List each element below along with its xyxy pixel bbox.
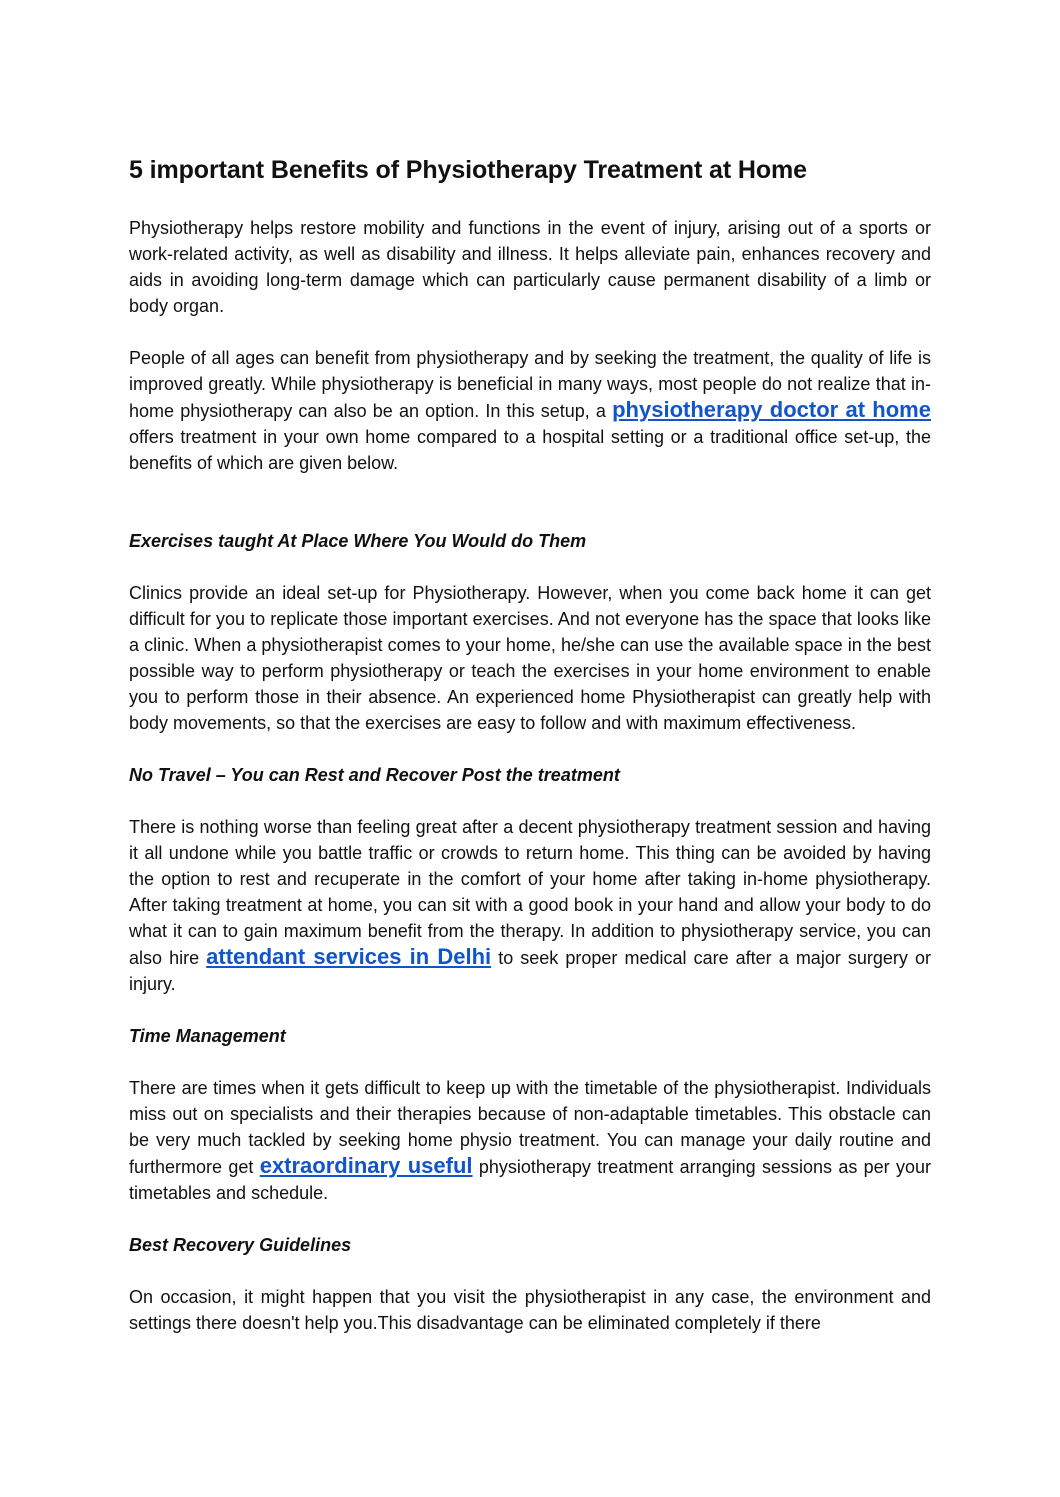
paragraph-spacer [129, 554, 931, 580]
attendant-services-link[interactable]: attendant services in Delhi [206, 944, 492, 969]
section-text-recovery-guidelines: On occasion, it might happen that you visit the physiotherapist in any case, the environment and settings there doesn't help you.This disadvantage can be eliminated completely if there [129, 1287, 931, 1333]
paragraph-spacer [129, 997, 931, 1023]
paragraph-spacer [129, 319, 931, 345]
page-title: 5 important Benefits of Physiotherapy Treatment at Home [129, 156, 807, 184]
section-heading-time-management: Time Management [129, 1026, 286, 1046]
section-text-time-management [129, 1075, 931, 1206]
section-heading-recovery-guidelines: Best Recovery Guidelines [129, 1235, 352, 1255]
intro-paragraph-2-text-after: offers treatment in your own home compared to a hospital setting or a traditional office set-up, the benefits of which are given below. [129, 427, 931, 473]
paragraph-spacer [129, 1049, 931, 1075]
section-text-time-management-after: physiotherapy treatment arranging sessions as per your timetables and schedule. [129, 1157, 932, 1203]
paragraph-spacer [129, 788, 931, 814]
section-text-time-management-before: There are times when it gets difficult to keep up with the timetable of the physiotherapist. Individuals miss out on specialists and their therapies because of non-adaptable timetables. This obstacle can be very much tackled by seeking home physio treatment. You can manage your daily routine and furthermore get [129, 1078, 931, 1177]
intro-paragraph-2 [129, 345, 931, 476]
intro-paragraph-1: Physiotherapy helps restore mobility and functions in the event of injury, arising out of a sports or work-related activity, as well as disability and illness. It helps alleviate pain, enhances recovery and aids in avoiding long-term damage which can particularly cause permanent disability of a limb or body organ. [129, 218, 931, 316]
physiotherapy-doctor-link[interactable]: physiotherapy doctor at home [612, 397, 931, 422]
extraordinary-useful-link[interactable]: extraordinary useful [259, 1153, 473, 1178]
section-spacer [129, 476, 931, 528]
section-text-no-travel-before: There is nothing worse than feeling great after a decent physiotherapy treatment session and having it all undone while you battle traffic or crowds to return home. This thing can be avoided by having the option to rest and recuperate in the comfort of your home after taking in-home physiotherapy. After taking treatment at home, you can sit with a good book in your hand and allow your body to do what it can to gain maximum benefit from the therapy. In addition to physiotherapy service, you can also hire [129, 817, 931, 968]
document-page [129, 150, 931, 1336]
paragraph-spacer [129, 1258, 931, 1284]
section-text-no-travel-after: to seek proper medical care after a major surgery or injury. [129, 948, 931, 994]
section-text-exercises: Clinics provide an ideal set-up for Physiotherapy. However, when you come back home it can get difficult for you to replicate those important exercises. And not everyone has the space that looks like a clinic. When a physiotherapist comes to your home, he/she can use the available space in the best possible way to perform physiotherapy or teach the exercises in your home environment to enable you to perform those in their absence. An experienced home Physiotherapist can greatly help with body movements, so that the exercises are easy to follow and with maximum effectiveness. [129, 583, 931, 733]
section-heading-exercises: Exercises taught At Place Where You Would do Them [129, 531, 587, 551]
section-text-no-travel [129, 814, 931, 997]
paragraph-spacer [129, 736, 931, 762]
intro-paragraph-2-text-before: People of all ages can benefit from physiotherapy and by seeking the treatment, the quality of life is improved greatly. While physiotherapy is beneficial in many ways, most people do not realize that in-home physiotherapy can also be an option. In this setup, a [129, 348, 931, 421]
section-heading-no-travel: No Travel – You can Rest and Recover Post the treatment [129, 765, 620, 785]
paragraph-spacer [129, 1206, 931, 1232]
